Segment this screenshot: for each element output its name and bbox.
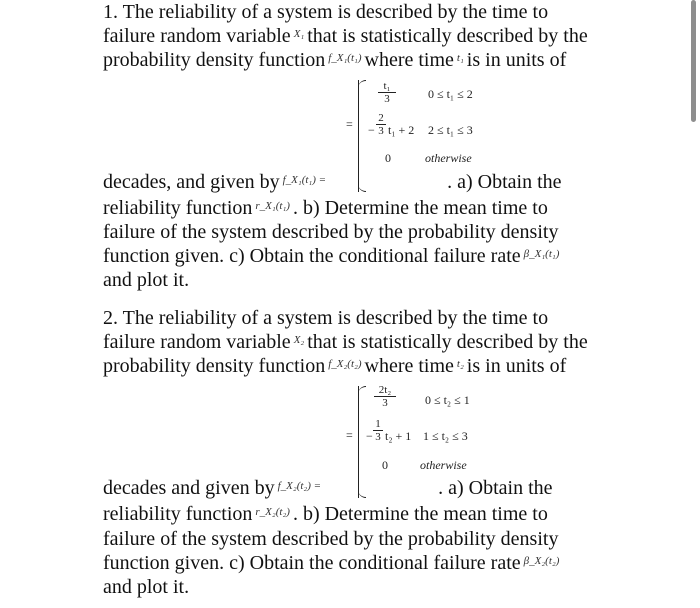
- p1-pw-case1-expr: [378, 80, 396, 105]
- p2-text: that is statistically described by the: [307, 331, 588, 353]
- p1-frac-num: t₁: [378, 80, 396, 93]
- p1-text: that is statistically described by the: [307, 25, 588, 47]
- p2-pw-case2-expr: t₂ + 1: [385, 429, 412, 443]
- scrollbar-thumb[interactable]: [691, 0, 696, 122]
- p2-pw-equals: =: [346, 428, 353, 442]
- p2-time-symbol: t₂: [456, 358, 464, 370]
- p2-line-6: failure of the system described by the probability density: [103, 528, 559, 550]
- p1-line-7: [103, 244, 562, 271]
- p1-time-symbol: t₁: [456, 52, 464, 64]
- p2-frac-num: 1: [373, 418, 383, 431]
- p2-pdf-symbol: f_X₂(t₂): [328, 358, 362, 370]
- p1-pdf-equals-symbol: f_X₁(t₁) =: [282, 174, 327, 186]
- p1-text: probability density function: [103, 49, 326, 71]
- p2-frac-num: 2t₂: [374, 384, 396, 397]
- p1-line-1: 1. The reliability of a system is described by the time to: [103, 1, 549, 23]
- p1-pw-case2-frac: [376, 112, 386, 137]
- p2-text: decades and given by: [103, 477, 275, 499]
- p2-reliability-symbol: r_X₂(t₂): [255, 506, 290, 518]
- p2-var-x2: X₂: [293, 334, 305, 346]
- p1-pw-minus: −: [368, 123, 375, 137]
- p2-text: function given. c) Obtain the conditional failure rate: [103, 552, 521, 574]
- p1-line-6: failure of the system described by the probability density: [103, 221, 559, 243]
- p1-failure-rate-symbol: β_X₁(t₁): [523, 248, 560, 260]
- p2-failure-rate-symbol: β_X₂(t₂): [523, 555, 560, 567]
- p1-frac-num: 2: [376, 112, 386, 125]
- p1-var-x1: X₁: [293, 28, 305, 40]
- p1-text: function given. c) Obtain the conditional failure rate: [103, 245, 521, 267]
- p1-text: . b) Determine the mean time to: [292, 197, 548, 219]
- p1-line-3: [103, 48, 566, 75]
- p2-line-3: [103, 354, 566, 381]
- p1-pw-case3-range: otherwise: [425, 151, 472, 165]
- p1-line-4: [103, 170, 562, 197]
- p2-line-8: and plot it.: [103, 576, 190, 598]
- p2-text: reliability function: [103, 503, 253, 525]
- p2-text: . b) Determine the mean time to: [292, 503, 548, 525]
- p2-line-4: [103, 476, 553, 503]
- p1-line-2: [103, 24, 588, 51]
- p2-pw-case3-range: otherwise: [420, 458, 467, 472]
- p2-pdf-equals-symbol: f_X₂(t₂) =: [277, 480, 322, 492]
- p1-reliability-symbol: r_X₁(t₁): [255, 200, 290, 212]
- p1-text: where time: [364, 49, 454, 71]
- p2-text: failure random variable: [103, 331, 291, 353]
- p1-pw-case2-range: 2 ≤ t₁ ≤ 3: [428, 123, 473, 137]
- p1-pdf-symbol: f_X₁(t₁): [328, 52, 362, 64]
- p1-frac-den: 3: [378, 125, 384, 137]
- p2-line-1: 2. The reliability of a system is described by the time to: [103, 307, 549, 329]
- p2-line-5: [103, 502, 548, 529]
- p2-pw-case1-range: 0 ≤ t₂ ≤ 1: [425, 393, 470, 407]
- p1-text: reliability function: [103, 197, 253, 219]
- p1-pw-case3-expr: 0: [385, 151, 391, 165]
- p2-pw-case3-expr: 0: [382, 458, 388, 472]
- p2-text: is in units of: [466, 355, 567, 377]
- p1-pw-equals: =: [346, 117, 353, 131]
- p2-frac-den: 3: [382, 397, 388, 409]
- p1-text: failure random variable: [103, 25, 291, 47]
- p1-line-5: [103, 196, 548, 223]
- p2-line-7: [103, 551, 562, 578]
- p1-frac-den: 3: [384, 93, 390, 105]
- p1-text: is in units of: [466, 49, 567, 71]
- p2-text: probability density function: [103, 355, 326, 377]
- p1-text: decades, and given by: [103, 171, 280, 193]
- p1-text: . a) Obtain the: [447, 171, 562, 193]
- p2-pw-case2-range: 1 ≤ t₂ ≤ 3: [423, 429, 468, 443]
- p2-pw-minus: −: [366, 429, 373, 443]
- p2-line-2: [103, 330, 588, 357]
- p2-pw-case2-frac: [373, 418, 383, 443]
- p2-text: . a) Obtain the: [438, 477, 553, 499]
- p1-line-8: and plot it.: [103, 269, 190, 291]
- p2-frac-den: 3: [375, 431, 381, 443]
- p1-pw-case2-expr: t₁ + 2: [388, 123, 415, 137]
- p1-pw-case1-range: 0 ≤ t₁ ≤ 2: [428, 87, 473, 101]
- p2-text: where time: [364, 355, 454, 377]
- p2-pw-case1-expr: [374, 384, 396, 409]
